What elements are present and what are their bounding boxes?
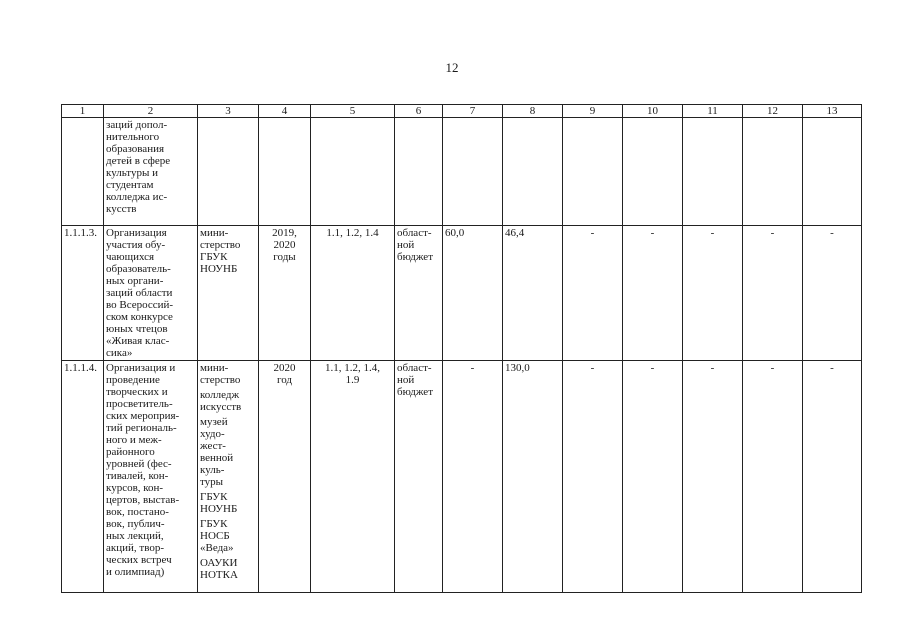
value-cell: - <box>803 361 862 593</box>
page-number: 12 <box>445 60 459 75</box>
executor: ГБУК НОУНБ <box>200 251 238 275</box>
executor: ГБУК НОУНБ <box>200 491 238 515</box>
value-cell: 130,0 <box>503 361 563 593</box>
col-header: 13 <box>803 105 862 118</box>
years-cell: 2019, 2020 годы <box>259 226 311 361</box>
executor: музей худо- жест- венной куль- туры <box>200 416 234 488</box>
value-cell: - <box>623 361 683 593</box>
col-header: 10 <box>623 105 683 118</box>
executor: ОАУКИ НОТКА <box>200 557 238 581</box>
value-cell: - <box>563 361 623 593</box>
indicators-cell: 1.1, 1.2, 1.4, 1.9 <box>311 361 395 593</box>
col-header: 11 <box>683 105 743 118</box>
col-header: 9 <box>563 105 623 118</box>
item-name: заций допол- нительного образования детей в сфере культуры и студентам колледжа ис- кусств <box>104 118 198 226</box>
table-row <box>62 361 862 593</box>
executor: мини- стерство <box>200 227 241 251</box>
years-cell: 2020 год <box>259 361 311 593</box>
executor: колледж искусств <box>200 389 242 413</box>
item-number: 1.1.1.4. <box>62 361 104 593</box>
value-cell: 46,4 <box>503 226 563 361</box>
value-cell <box>683 118 743 226</box>
col-header: 8 <box>503 105 563 118</box>
value-cell <box>743 118 803 226</box>
col-header: 2 <box>104 105 198 118</box>
executors-cell <box>198 226 259 361</box>
source-cell: област- ной бюджет <box>395 226 443 361</box>
value-cell: 60,0 <box>443 226 503 361</box>
col-header: 3 <box>198 105 259 118</box>
value-cell: - <box>803 226 862 361</box>
item-name: Организация и проведение творческих и просветитель- ских мероприя- тий региональ- ного и меж- районного уровней (фес- тивалей, кон- курсов, кон- цертов, выстав- вок, постано- вок, публич- ных лекций, акций, твор- ческих встреч и олимпиад) <box>104 361 198 593</box>
header-row <box>62 105 862 118</box>
table-row <box>62 226 862 361</box>
executors-cell <box>198 118 259 226</box>
item-number: 1.1.1.3. <box>62 226 104 361</box>
col-header: 5 <box>311 105 395 118</box>
source-cell <box>395 118 443 226</box>
indicators-cell <box>311 118 395 226</box>
table-row <box>62 118 862 226</box>
indicators-cell: 1.1, 1.2, 1.4 <box>311 226 395 361</box>
executors-cell <box>198 361 259 593</box>
value-cell: - <box>743 226 803 361</box>
value-cell <box>803 118 862 226</box>
value-cell: - <box>443 361 503 593</box>
col-header: 4 <box>259 105 311 118</box>
col-header: 12 <box>743 105 803 118</box>
value-cell <box>443 118 503 226</box>
executor: ГБУК НОСБ «Веда» <box>200 518 234 554</box>
value-cell: - <box>743 361 803 593</box>
value-cell <box>563 118 623 226</box>
source-cell: област- ной бюджет <box>395 361 443 593</box>
years-cell <box>259 118 311 226</box>
col-header: 6 <box>395 105 443 118</box>
value-cell <box>623 118 683 226</box>
executor: мини- стерство <box>200 362 241 386</box>
value-cell: - <box>683 226 743 361</box>
value-cell: - <box>683 361 743 593</box>
item-number <box>62 118 104 226</box>
value-cell <box>503 118 563 226</box>
program-table <box>61 104 862 593</box>
item-name: Организация участия обу- чающихся образователь- ных органи- заций области во Всероссий- ском конкурсе юных чтецов «Живая клас- сика» <box>104 226 198 361</box>
value-cell: - <box>623 226 683 361</box>
value-cell: - <box>563 226 623 361</box>
col-header: 1 <box>62 105 104 118</box>
col-header: 7 <box>443 105 503 118</box>
